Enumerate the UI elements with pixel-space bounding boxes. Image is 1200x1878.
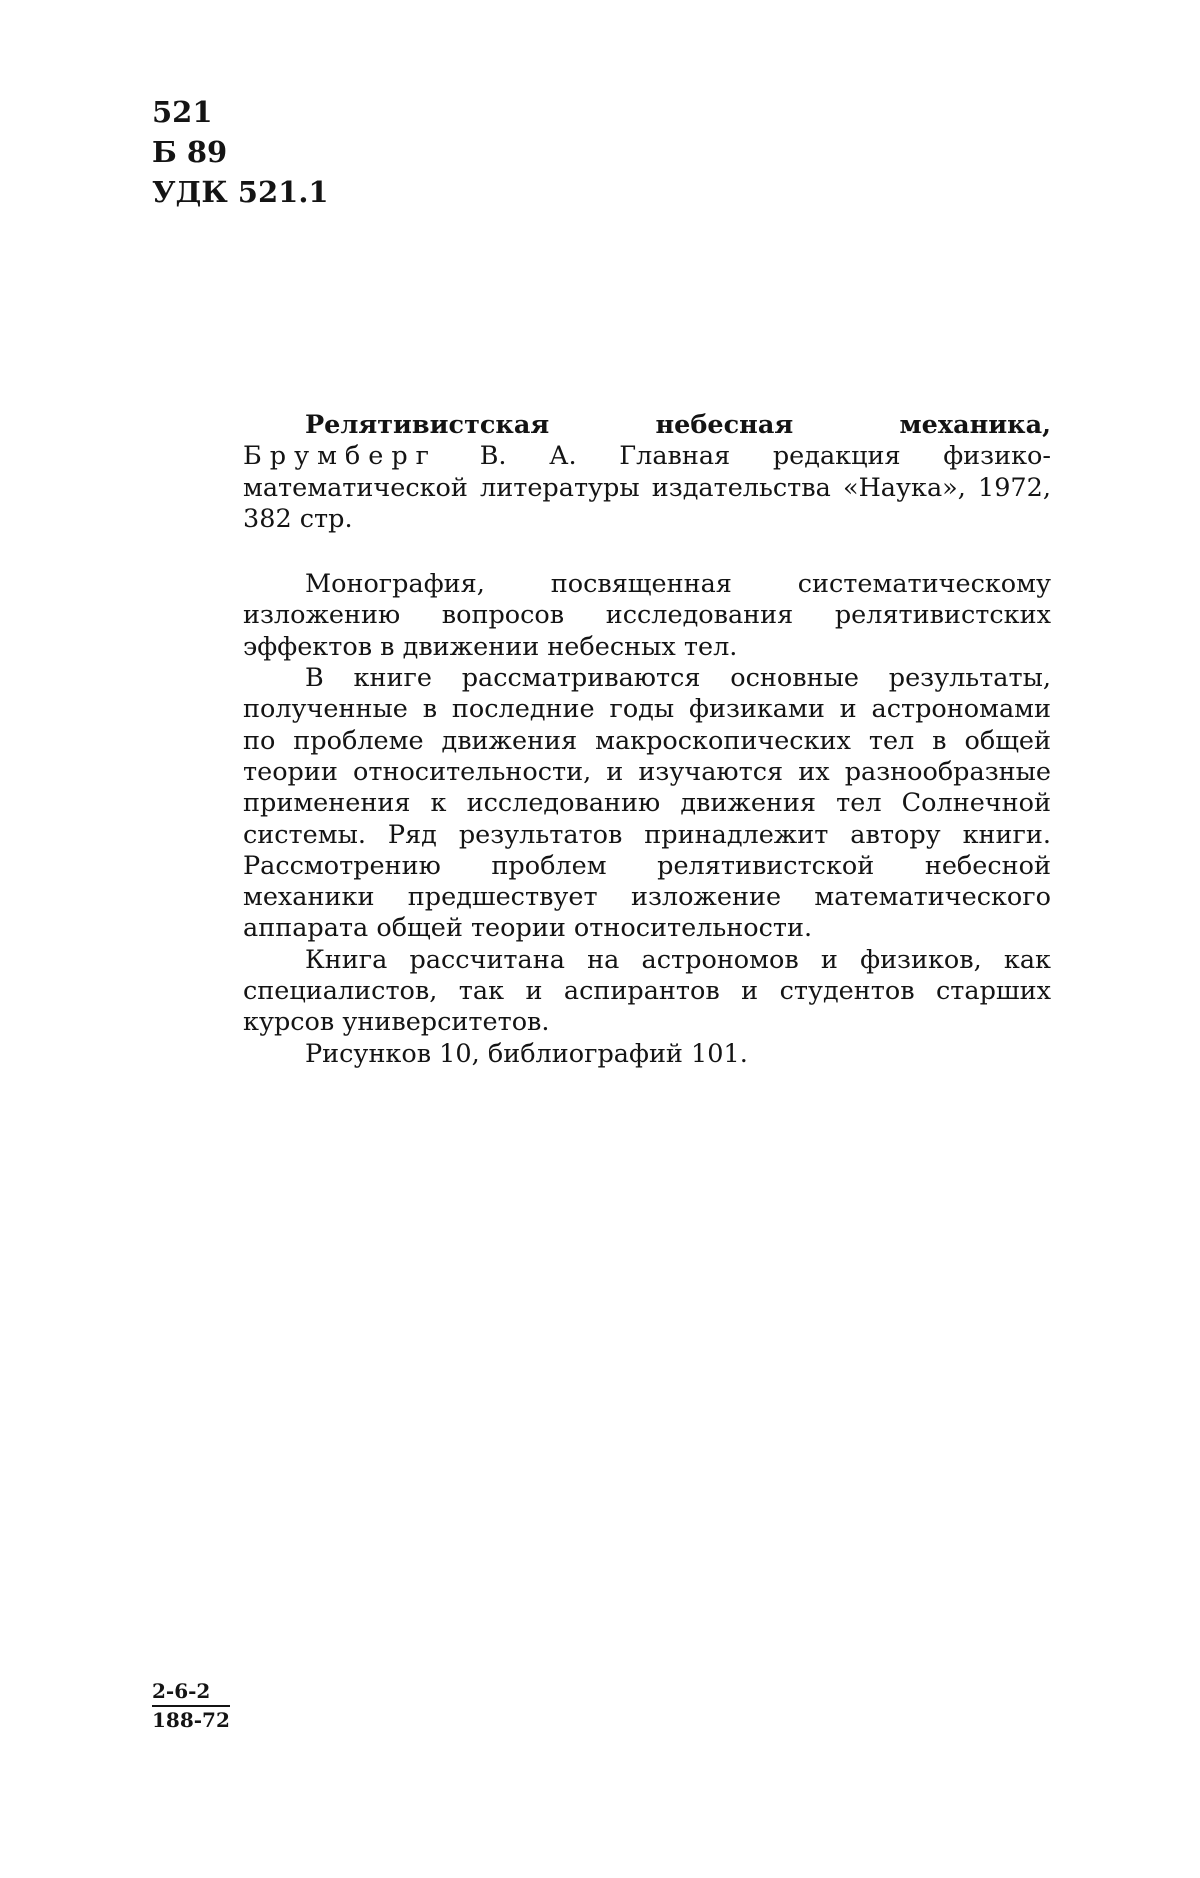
abstract-paragraph: Монография, посвященная систематическому изложению вопросов исследования релятивистских эффектов в движении небесных тел.	[243, 569, 1051, 662]
code-denominator: 188-72	[152, 1705, 230, 1732]
abstract-paragraph: В книге рассматриваются основные результаты, полученные в последние годы физиками и астрономами по проблеме движения макроскопических тел в общей теории относительности, и изучаются их разнообразные применения к исследованию движения тел Солнечной системы. Ряд результатов принадлежит автору книги. Рассмотрению проблем релятивистской небесной механики предшествует изложение математического аппарата общей теории относительности.	[243, 663, 1051, 944]
abstract-paragraph: Книга рассчитана на астрономов и физиков, как специалистов, так и аспирантов и студентов старших курсов университетов.	[243, 944, 1051, 1038]
classification-codes	[152, 92, 329, 212]
publication-code	[152, 1679, 230, 1732]
author-surname: Брумберг	[243, 441, 438, 472]
code-numerator: 2-6-2	[152, 1679, 211, 1703]
author-sign: Б 89	[152, 135, 228, 169]
bibliographic-entry	[243, 410, 1051, 535]
bibliographic-details: В. А. Главная редакция физико-математической литературы издательства «Наука», 1972, 382 стр.	[243, 441, 1051, 534]
abstract-paragraph: Рисунков 10, библиографий 101.	[305, 1038, 748, 1069]
annotation-block	[243, 410, 1051, 1070]
udc-code: УДК 521.1	[152, 175, 329, 209]
book-title: Релятивистская небесная механика,	[305, 410, 1051, 440]
bbk-code: 521	[152, 95, 213, 129]
